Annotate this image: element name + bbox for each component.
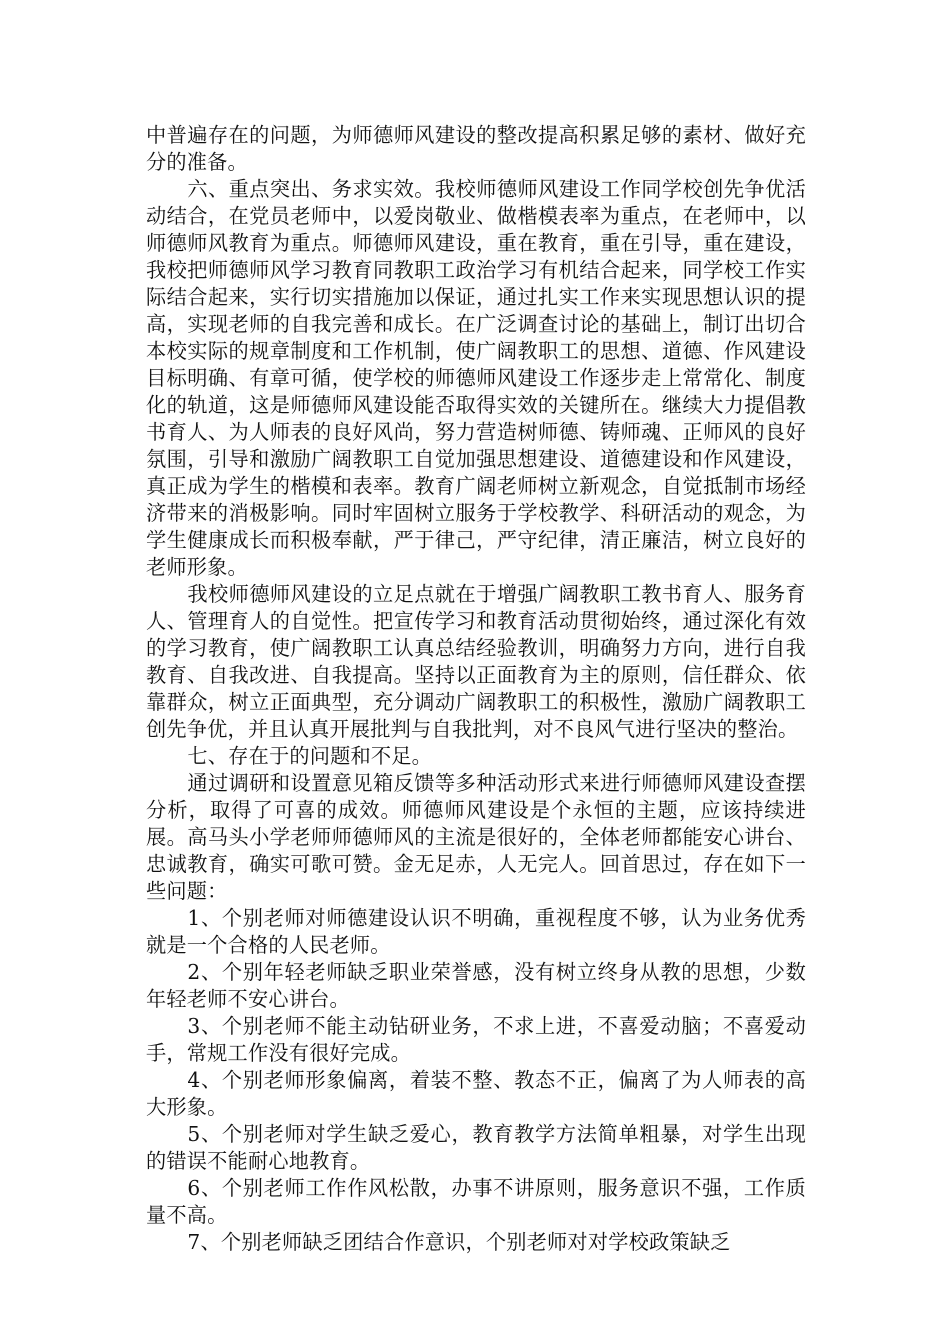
list-item-problem-5: 5、个别老师对学生缺乏爱心，教育教学方法简单粗暴，对学生出现的错误不能耐心地教育。 (146, 1122, 806, 1173)
list-item-problem-4: 4、个别老师形象偏离，着装不整、教态不正，偏离了为人师表的高大形象。 (146, 1068, 806, 1119)
paragraph-section-six: 六、重点突出、务求实效。我校师德师风建设工作同学校创先争优活动结合，在党员老师中，以爱岗敬业、做楷模表率为重点，在老师中，以师德师风教育为重点。师德师风建设，重在教育，重在引导，重在建设，我校把师德师风学习教育同教职工政治学习有机结合起来，同学校工作实际结合起来，实行切实措施加以保证，通过扎实工作来实现思想认识的提高，实现老师的自我完善和成长。在广泛调查讨论的基础上，制订出切合本校实际的规章制度和工作机制，使广阔教职工的思想、道德、作风建设目标明确、有章可循，使学校的师德师风建设工作逐步走上常常化、制度化的轨道，这是师德师风建设能否取得实效的关键所在。继续大力提倡教书育人、为人师表的良好风尚，努力营造树师德、铸师魂、正师风的良好氛围，引导和激励广阔教职工自觉加强思想建设、道德建设和作风建设，真正成为学生的楷模和表率。教育广阔老师树立新观念，自觉抵制市场经济带来的消极影响。同时牢固树立服务于学校教学、科研活动的观念，为学生健康成长而积极奉献，严于律己，严守纪律，清正廉洁，树立良好的老师形象。 (146, 177, 806, 579)
paragraph-continuation: 中普遍存在的问题，为师德师风建设的整改提高积累足够的素材、做好充分的准备。 (146, 123, 806, 174)
list-item-problem-6: 6、个别老师工作作风松散，办事不讲原则，服务意识不强，工作质量不高。 (146, 1176, 806, 1227)
list-item-problem-7: 7、个别老师缺乏团结合作意识，个别老师对对学校政策缺乏 (187, 1230, 731, 1254)
document-page (146, 122, 806, 1256)
heading-section-seven: 七、存在于的问题和不足。 (187, 744, 433, 768)
list-item-problem-3: 3、个别老师不能主动钻研业务，不求上进，不喜爱动脑；不喜爱动手，常规工作没有很好完成。 (146, 1014, 806, 1065)
list-item-problem-2: 2、个别年轻老师缺乏职业荣誉感，没有树立终身从教的思想，少数年轻老师不安心讲台。 (146, 960, 806, 1011)
paragraph-survey: 通过调研和设置意见箱反馈等多种活动形式来进行师德师风建设查摆分析，取得了可喜的成效。师德师风建设是个永恒的主题，应该持续进展。高马头小学老师师德师风的主流是很好的，全体老师都能安心讲台、忠诚教育，确实可歌可赞。金无足赤，人无完人。回首思过，存在如下一些问题： (146, 771, 806, 903)
paragraph-foundation: 我校师德师风建设的立足点就在于增强广阔教职工教书育人、服务育人、管理育人的自觉性。把宣传学习和教育活动贯彻始终，通过深化有效的学习教育，使广阔教职工认真总结经验教训，明确努力方向，进行自我教育、自我改进、自我提高。坚持以正面教育为主的原则，信任群众、依靠群众，树立正面典型，充分调动广阔教职工的积极性，激励广阔教职工创先争优，并且认真开展批判与自我批判，对不良风气进行坚决的整治。 (146, 582, 806, 741)
list-item-problem-1: 1、个别老师对师德建设认识不明确，重视程度不够，认为业务优秀就是一个合格的人民老师。 (146, 906, 806, 957)
